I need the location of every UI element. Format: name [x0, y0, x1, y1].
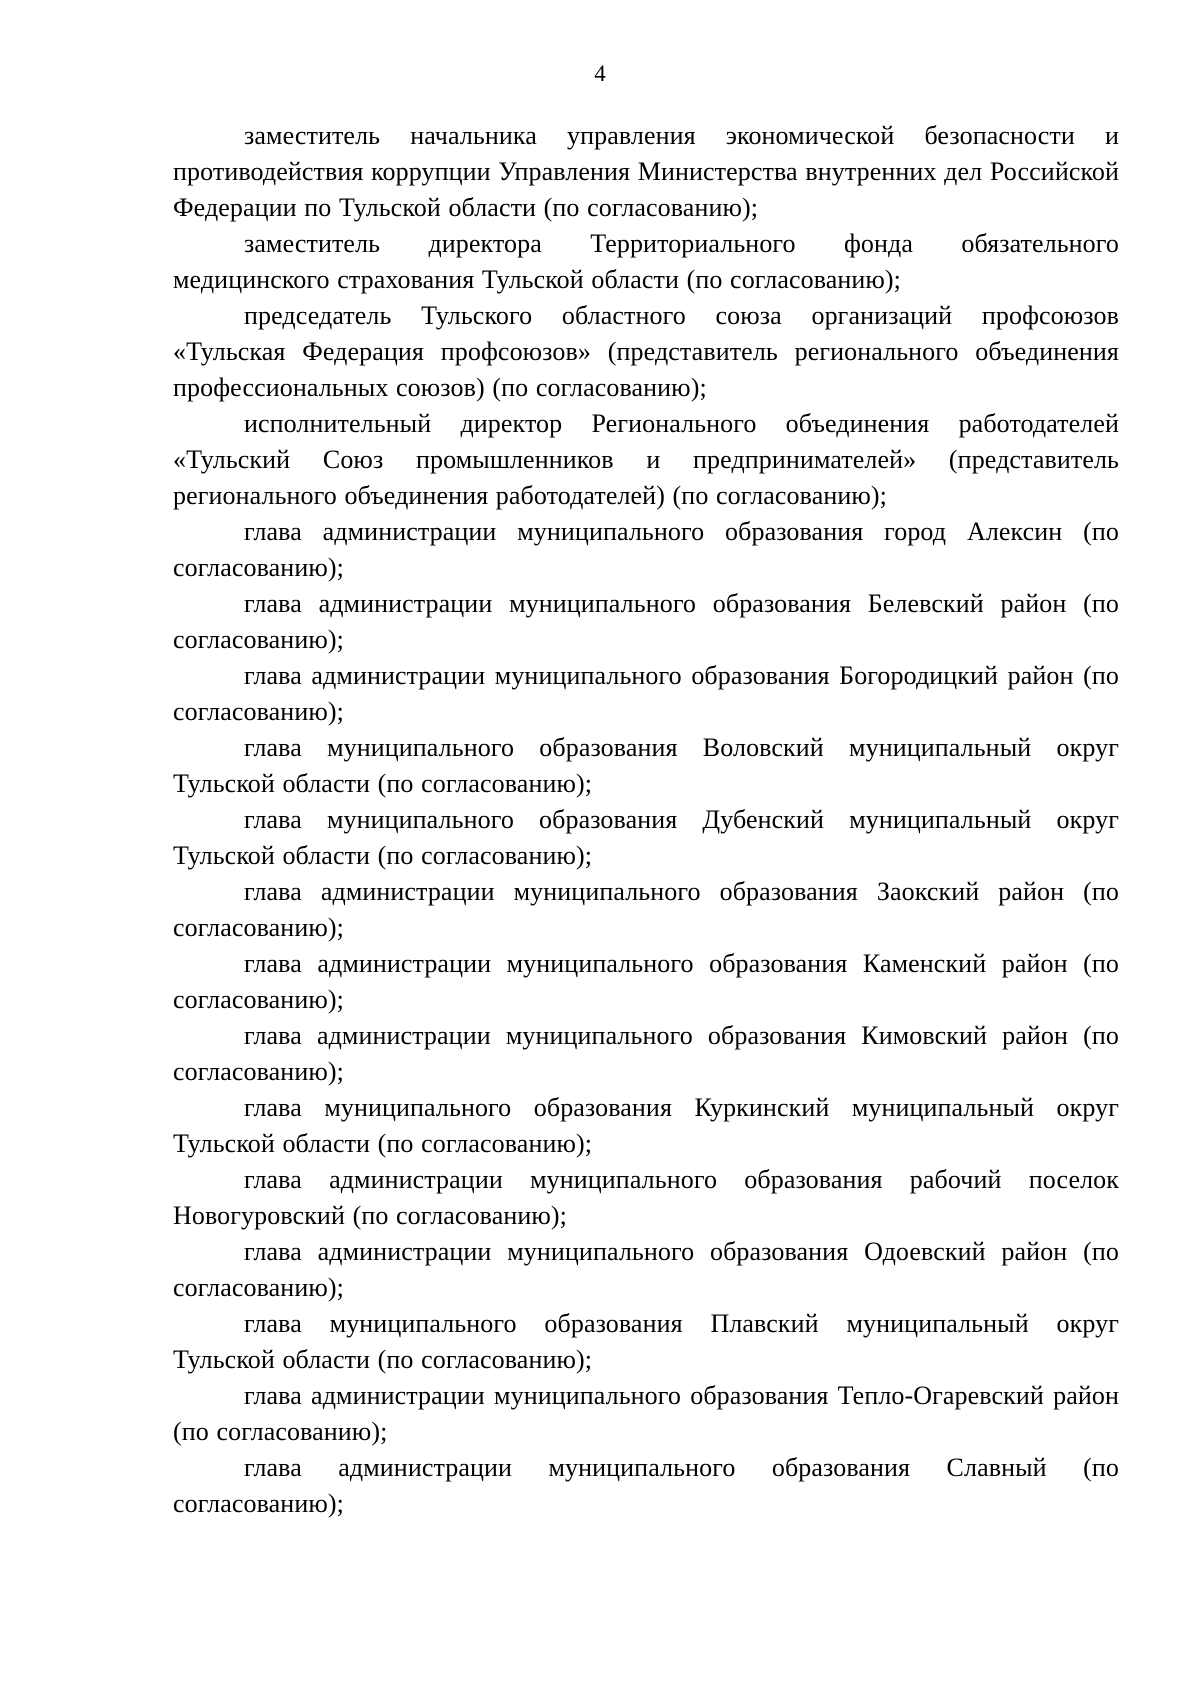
member-entry: заместитель директора Территориального фонда обязательного медицинского страхования Тульской области (по согласованию);: [173, 229, 1119, 294]
member-entry: глава администрации муниципального образования Кимовский район (по согласованию);: [173, 1021, 1119, 1086]
member-entry: глава администрации муниципального образования город Алексин (по согласованию);: [173, 517, 1119, 582]
member-entry: глава администрации муниципального образования рабочий поселок Новогуровский (по согласованию);: [173, 1165, 1119, 1230]
member-entry: заместитель начальника управления экономической безопасности и противодействия коррупции Управления Министерства внутренних дел Российской Федерации по Тульской области (по согласованию);: [173, 121, 1119, 222]
member-entry: глава муниципального образования Плавский муниципальный округ Тульской области (по согласованию);: [173, 1309, 1119, 1374]
member-entry: глава администрации муниципального образования Славный (по согласованию);: [173, 1453, 1119, 1518]
member-entry: председатель Тульского областного союза организаций профсоюзов «Тульская Федерация профсоюзов» (представитель регионального объединения профессиональных союзов) (по согласованию);: [173, 301, 1119, 402]
member-entry: глава администрации муниципального образования Богородицкий район (по согласованию);: [173, 661, 1119, 726]
member-entry: глава муниципального образования Воловский муниципальный округ Тульской области (по согласованию);: [173, 733, 1119, 798]
member-entry: глава администрации муниципального образования Каменский район (по согласованию);: [173, 949, 1119, 1014]
page-number: 4: [594, 61, 606, 86]
member-entry: глава администрации муниципального образования Заокский район (по согласованию);: [173, 877, 1119, 942]
member-entry: глава администрации муниципального образования Тепло-Огаревский район (по согласованию);: [173, 1381, 1119, 1446]
member-entry: глава муниципального образования Дубенский муниципальный округ Тульской области (по согласованию);: [173, 805, 1119, 870]
member-list: [173, 118, 1119, 1522]
member-entry: глава администрации муниципального образования Белевский район (по согласованию);: [173, 589, 1119, 654]
member-entry: глава администрации муниципального образования Одоевский район (по согласованию);: [173, 1237, 1119, 1302]
member-entry: глава муниципального образования Куркинский муниципальный округ Тульской области (по согласованию);: [173, 1093, 1119, 1158]
member-entry: исполнительный директор Регионального объединения работодателей «Тульский Союз промышленников и предпринимателей» (представитель регионального объединения работодателей) (по согласованию);: [173, 409, 1119, 510]
